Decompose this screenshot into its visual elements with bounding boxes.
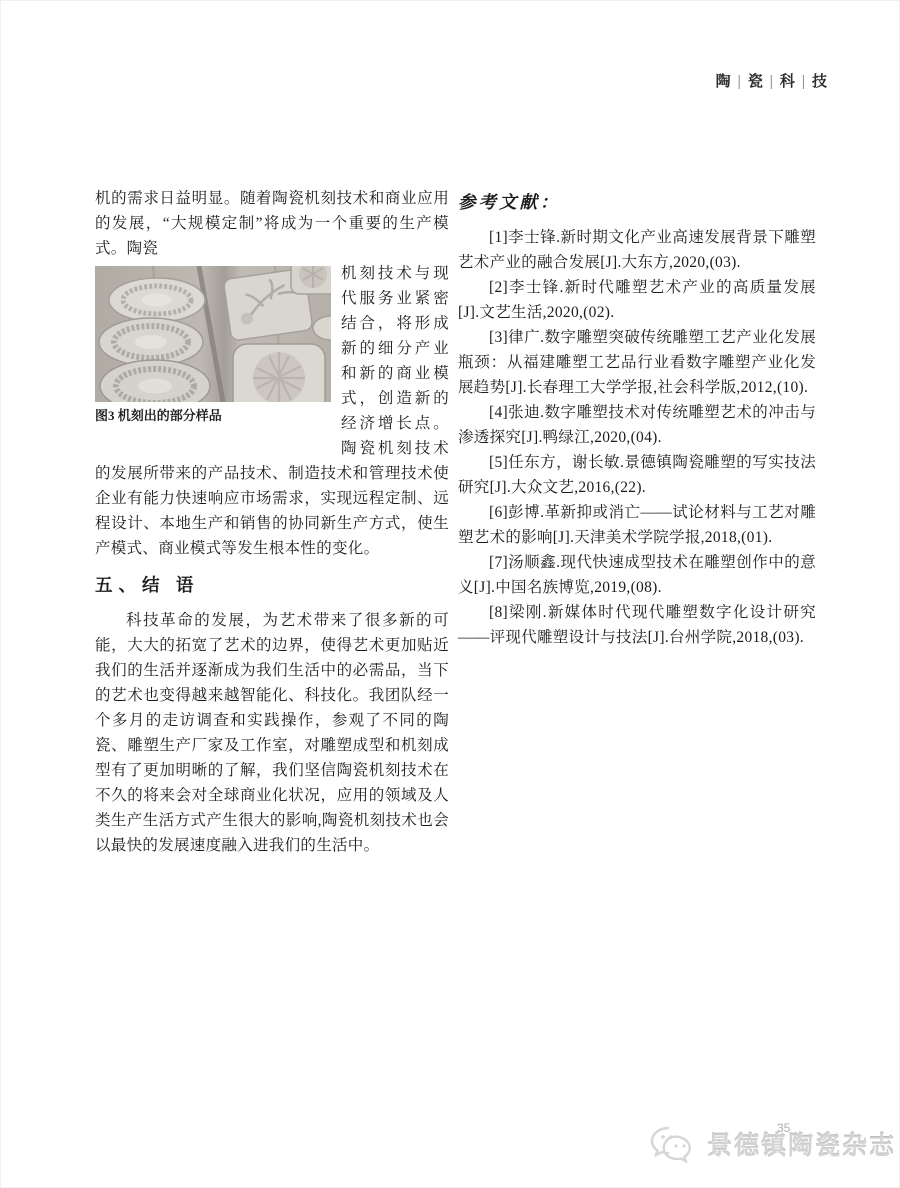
- reference-item: [3]律广.数字雕塑突破传统雕塑工艺产业化发展瓶颈：从福建雕塑工艺品行业看数字雕塑产业化发展趋势[J].长春理工大学学报,社会科学版,2012,(10).: [458, 329, 816, 396]
- header-separator: |: [801, 72, 805, 89]
- section-heading-conclusion: 五、结 语: [95, 575, 200, 595]
- reference-item: [1]李士锋.新时期文化产业高速发展背景下雕塑艺术产业的融合发展[J].大东方,2020,(03).: [458, 229, 816, 271]
- left-column: [95, 186, 449, 858]
- header-separator: |: [737, 72, 741, 89]
- journal-title-char: 科: [779, 73, 795, 90]
- journal-title-char: 陶: [715, 73, 731, 90]
- figure-3: [95, 266, 331, 425]
- journal-title-char: 瓷: [747, 73, 763, 90]
- wechat-icon: [648, 1124, 698, 1164]
- body-paragraph: 机的需求日益明显。随着陶瓷机刻技术和商业应用的发展，“大规模定制”将成为一个重要的生产模式。陶瓷: [95, 190, 449, 257]
- watermark: [648, 1124, 896, 1164]
- reference-item: [4]张迪.数字雕塑技术对传统雕塑艺术的冲击与渗透探究[J].鸭绿江,2020,(04).: [458, 404, 816, 446]
- page-number: 35: [777, 1121, 791, 1135]
- reference-item: [8]梁刚.新媒体时代现代雕塑数字化设计研究——评现代雕塑设计与技法[J].台州学院,2018,(03).: [458, 604, 816, 646]
- references-column: [458, 190, 816, 650]
- watermark-label: 景德镇陶瓷杂志: [707, 1132, 897, 1160]
- figure-image: [95, 266, 331, 402]
- body-paragraph: 机刻技术与现代服务业紧密结合，将形成新的细分产业和新的商业模式，创造新的经济增长点。陶瓷机刻技术的发展所带来的产品技术、制造技术和管理技术使企业有能力快速响应市场需求，实现远程定制、远程设计、本地生产和销售的协同新生产方式，使生产模式、商业模式等发生根本性的变化。: [95, 265, 449, 557]
- reference-item: [2]李士锋.新时代雕塑艺术产业的高质量发展[J].文艺生活,2020,(02).: [458, 279, 816, 321]
- figure-caption: 图3 机刻出的部分样品: [95, 408, 222, 423]
- carved-tray-lattice-top: [291, 266, 331, 294]
- conclusion-paragraph: 科技革命的发展，为艺术带来了很多新的可能，大大的拓宽了艺术的边界，使得艺术更加贴近我们的生活并逐渐成为我们生活中的必需品，当下的艺术也变得越来越智能化、科技化。我团队经一个多月的走访调查和实践操作，参观了不同的陶瓷、雕塑生产厂家及工作室，对雕塑成型和机刻成型有了更加明晰的了解，我们坚信陶瓷机刻技术在不久的将来会对全球商业化状况，应用的领域及人类生产生活方式产生很大的影响,陶瓷机刻技术也会以最快的发展速度融入进我们的生活中。: [95, 612, 449, 854]
- journal-title-char: 技: [811, 73, 827, 90]
- carved-plate-round: [99, 278, 210, 402]
- journal-title: [716, 70, 827, 91]
- reference-item: [5]任东方，谢长敏.景德镇陶瓷雕塑的写实技法研究[J].大众文艺,2016,(22).: [458, 454, 816, 496]
- carved-tray-lattice: [233, 344, 325, 402]
- reference-item: [6]彭博.革新抑或消亡——试论材料与工艺对雕塑艺术的影响[J].天津美术学院学报,2018,(01).: [458, 504, 816, 546]
- references-heading: 参考文献：: [458, 192, 561, 212]
- header-separator: |: [769, 72, 773, 89]
- reference-item: [7]汤顺鑫.现代快速成型技术在雕塑创作中的意义[J].中国名族博览,2019,(08).: [458, 554, 816, 596]
